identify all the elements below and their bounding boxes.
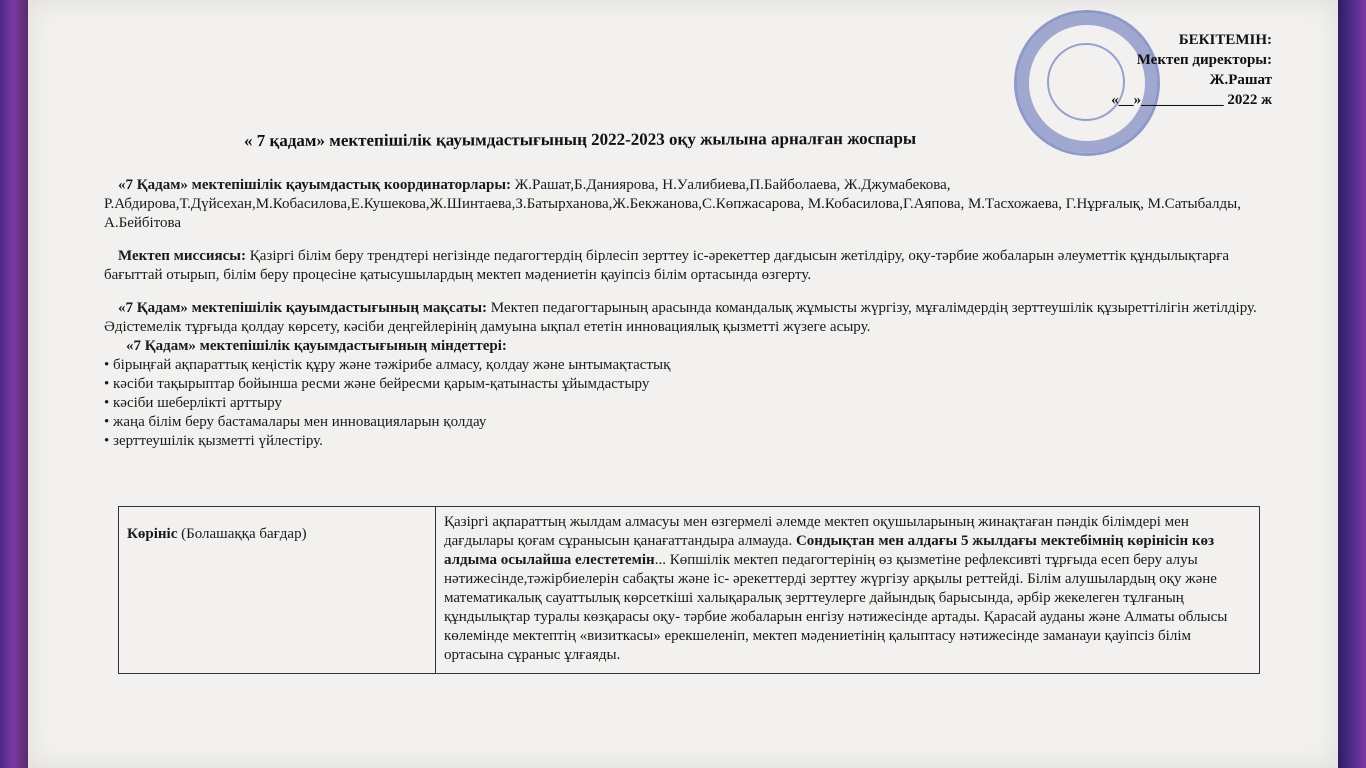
vision-label-cell	[119, 507, 436, 674]
list-item: • бірыңғай ақпараттық кеңістік құру және тәжірибе алмасу, қолдау және ынтымақтастық	[104, 356, 1274, 375]
coordinators-paragraph	[104, 176, 1274, 233]
vision-table	[118, 506, 1260, 674]
coordinators-label: «7 Қадам» мектепішілік қауымдастық координаторлары:	[118, 177, 512, 193]
mission-text: Қазіргі білім беру трендтері негізінде педагогтердің бірлесіп зерттеу іс-әрекеттер дағдысын жетілдіру, оқу-тәрбие жобаларын әлеуметтік құндылықтарға бағыттай отырып, білім беру процесіне қатысушылардың мектеп мәдениетін қауіпсіз білім ортасында өзгерту.	[104, 248, 1230, 283]
tasks-label: «7 Қадам» мектепішілік қауымдастығының міндеттері:	[126, 338, 507, 354]
list-item: • жаңа білім беру бастамалары мен инновацияларын қолдау	[104, 413, 1274, 432]
mission-paragraph	[104, 247, 1274, 285]
vision-label-rest: (Болашаққа бағдар)	[177, 526, 307, 542]
table-row	[119, 507, 1260, 674]
approval-position: Мектеп директоры:	[1136, 52, 1272, 68]
vision-text-part1: Қазіргі ақпараттың жылдам алмасуы мен өзгермелі әлемде мектеп оқушыларының жинақтаған пәндік білімдері мен дағдылары қоғам сұранысын қанағаттандыра алмауда.	[444, 514, 1189, 549]
coordinators-text: Ж.Рашат,Б.Даниярова, Н.Уалибиева,П.Байболаева, Ж.Джумабекова, Р.Абдирова,Т.Дүйсехан,М.Кобасилова,Е.Кушекова,Ж.Шинтаева,З.Батырханова,Ж.Бекжанова,С.Көпжасарова, М.Кобасилова,Г.Аяпова, М.Тасхожаева, Г.Нұрғалық, М.Сатыбалды, А.Бейбітова	[104, 177, 1241, 231]
goal-text: Мектеп педагогтарының арасында командалық жұмысты жүргізу, мұғалімдердің зерттеушілік құзыреттілігін жетілдіру. Әдістемелік тұрғыда қолдау көрсету, кәсіби деңгейлерінің дамуына ықпал ететін инновациялық қызметті жүзеге асыру.	[104, 300, 1257, 335]
vision-text-part2: ... Көпшілік мектеп педагогтерінің өз қызметіне рефлексивті тұрғыда есеп беру алуы нәтижесінде,тәжірбиелерін сабақты және іс- әрекеттерді зерттеу жүргізу арқылы реттейді. Білім алушылардың оқу және математикалық сауаттылық көрсеткіші халықаралық зерттеулерге дайындық барысында, әрбір жекелеген тұлғаның құндылықтар туралы көзқарасы оқу- тәрбие жобаларын енгізу нәтижесінде артады. Қарасай ауданы және Алматы облысы көлемінде мектептің «визиткасы» ерекшеленіп, мектеп мәдениетінің қалыптасу нәтижесінде заманауи қауіпсіз білім ортасына сұраныс ұлғаяды.	[444, 552, 1228, 663]
vision-text-bold: Сондықтан мен алдағы 5 жылдағы мектебімнің көрінісін көз алдыма осылайша елестетемін	[444, 533, 1215, 568]
approval-title: БЕКІТЕМІН:	[1178, 32, 1272, 48]
list-item: • кәсіби шеберлікті арттыру	[104, 394, 1274, 413]
document-body	[104, 176, 1274, 451]
document-title: « 7 қадам» мектепішілік қауымдастығының 2022-2023 оқу жылына арналған жоспары	[243, 128, 917, 151]
list-item: • зерттеушілік қызметті үйлестіру.	[104, 432, 1274, 451]
vision-label-bold: Көрініс	[127, 526, 178, 542]
goal-label: «7 Қадам» мектепішілік қауымдастығының мақсаты:	[118, 300, 488, 316]
approval-block	[1111, 30, 1272, 110]
vision-content-cell	[436, 507, 1260, 674]
mission-label: Мектеп миссиясы:	[118, 248, 246, 264]
approval-date: «__»___________ 2022 ж	[1111, 92, 1272, 108]
approval-name: Ж.Рашат	[1209, 72, 1272, 88]
tasks-list	[104, 356, 1274, 451]
list-item: • кәсіби тақырыптар бойынша ресми және бейресми қарым-қатынасты ұйымдастыру	[104, 375, 1274, 394]
goal-paragraph	[104, 299, 1274, 337]
